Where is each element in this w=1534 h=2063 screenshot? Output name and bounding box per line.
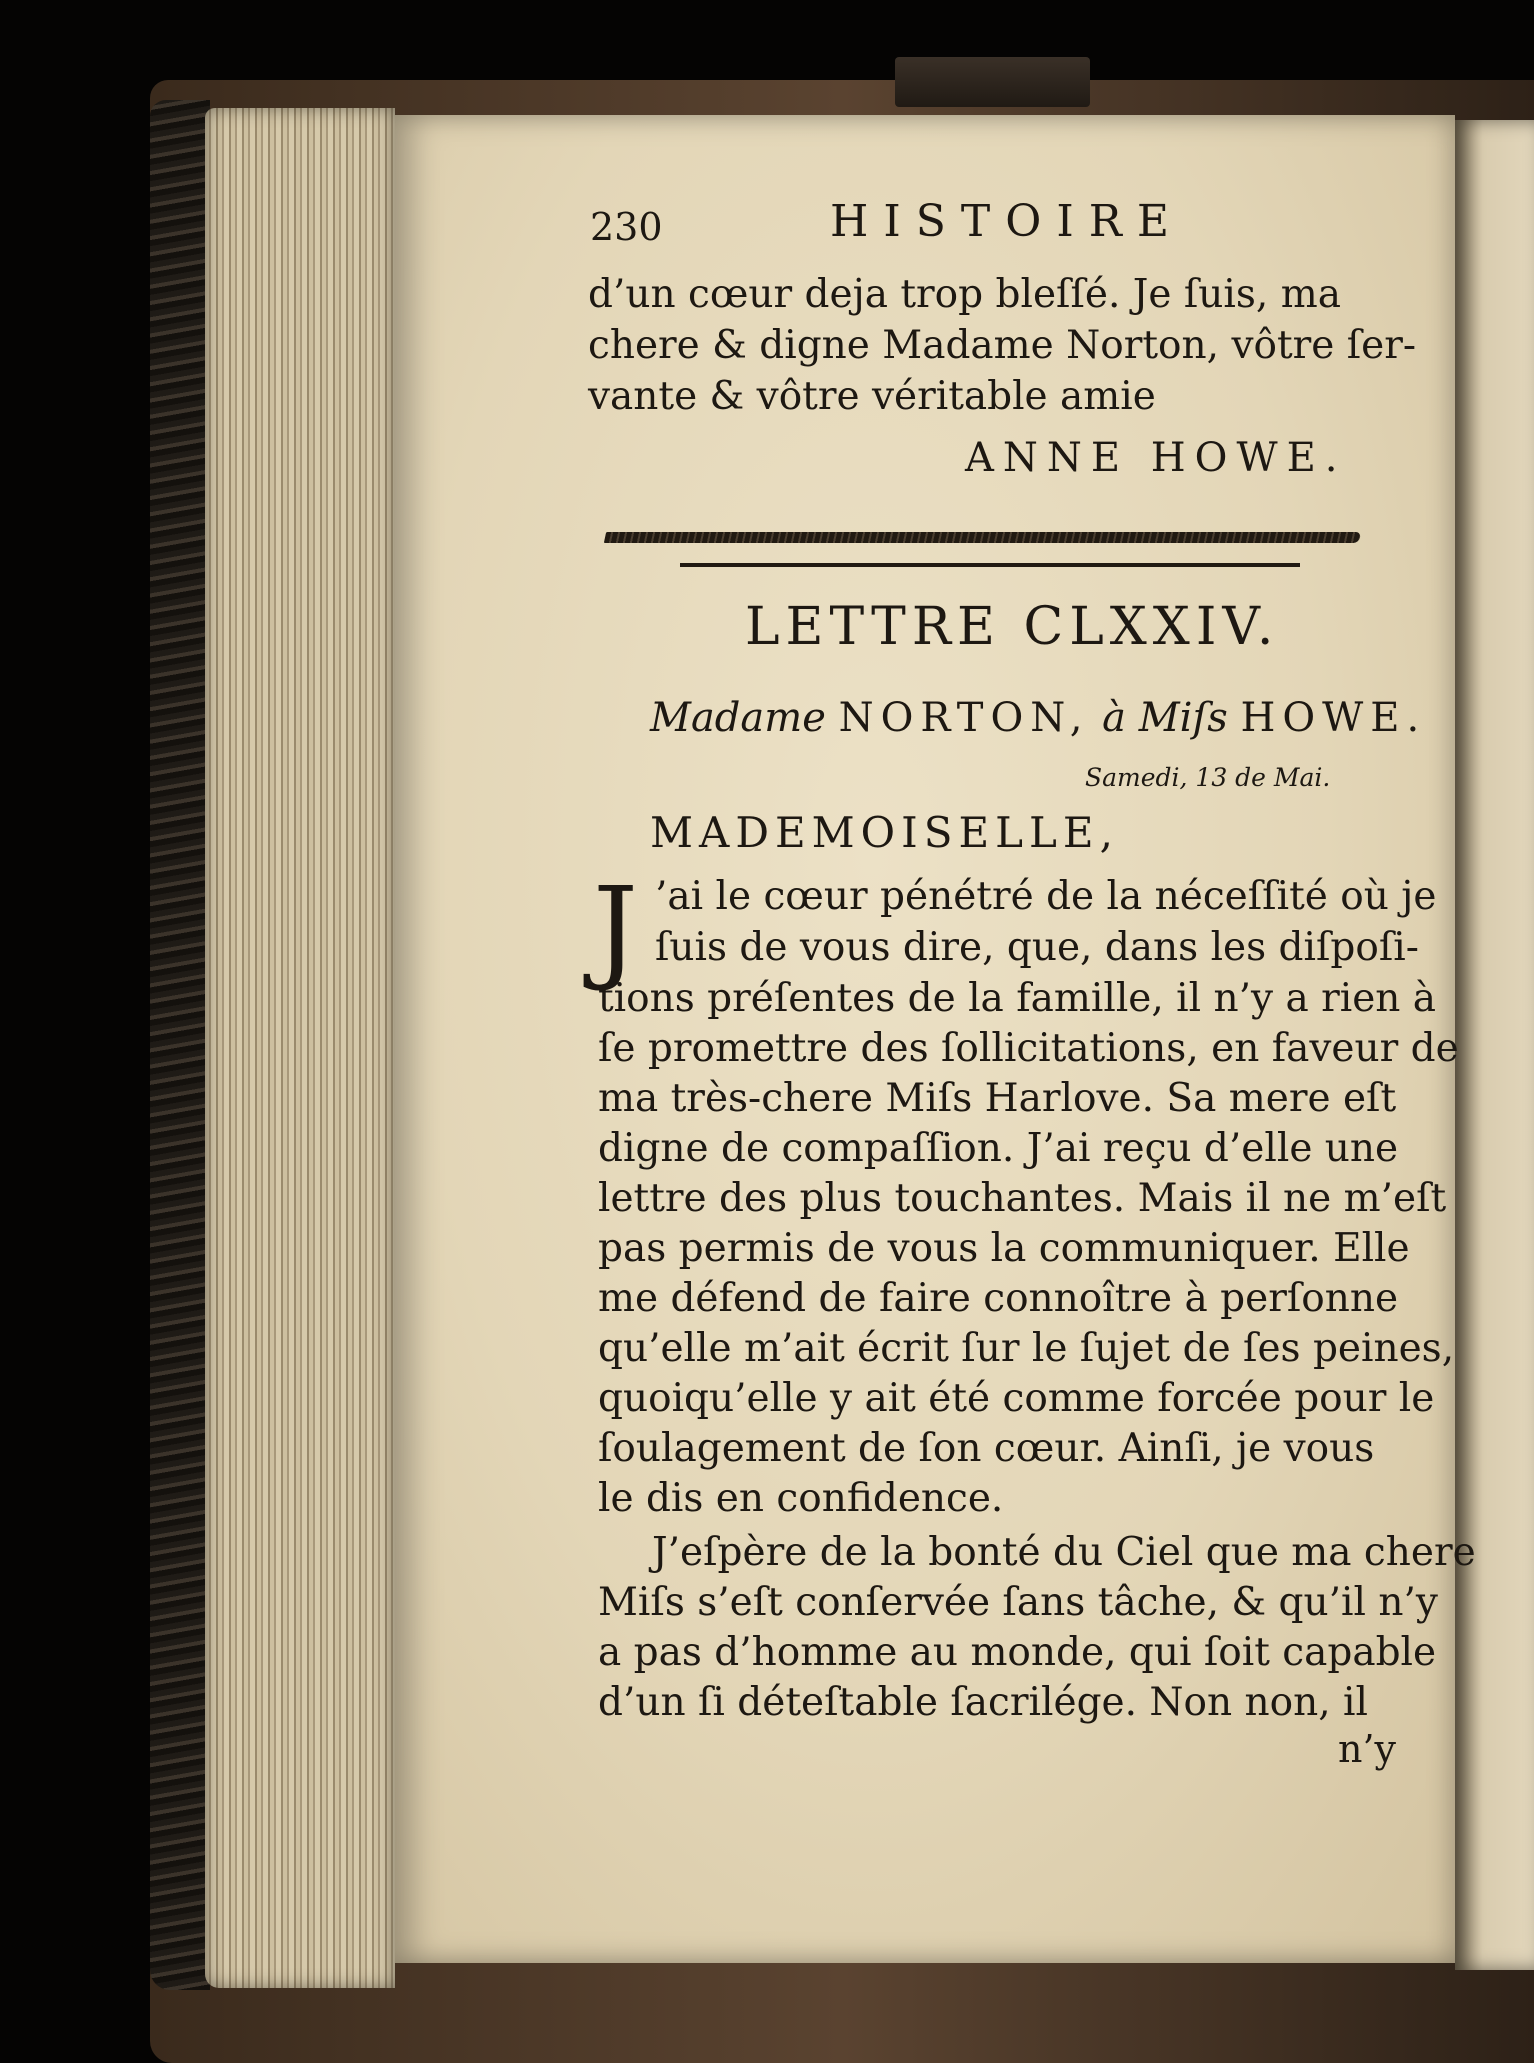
body-line-8: pas permis de vous la communiquer. Elle <box>598 1226 1410 1271</box>
body-line-10: qu’elle m’ait écrit ſur le ſujet de ſes peines, <box>598 1326 1455 1371</box>
salutation-recipient: HOWE. <box>1240 695 1427 741</box>
signature: ANNE HOWE. <box>965 435 1347 481</box>
body-line-6: digne de compaſſion. J’ai reçu d’elle une <box>598 1126 1399 1171</box>
body-line-15: Miſs s’eſt conſervée ſans tâche, & qu’il n’y <box>598 1580 1438 1625</box>
page-number: 230 <box>590 205 663 249</box>
body-line-4: ſe promettre des ſollicitations, en faveur de <box>598 1026 1459 1071</box>
drop-cap: J <box>593 864 638 994</box>
body-line-17: d’un ſi déteſtable ſacrilége. Non non, il <box>598 1680 1368 1725</box>
marbled-cover <box>150 100 210 1990</box>
running-title: HISTOIRE <box>830 196 1184 247</box>
body-line-14: J’eſpère de la bonté du Ciel que ma chere <box>652 1530 1476 1575</box>
facing-page-edge <box>1455 120 1534 1970</box>
body-line-1: ’ai le cœur pénétré de la néceſſité où je <box>655 874 1437 919</box>
salutation-mid: à Miſs <box>1089 695 1241 741</box>
letter-date: Samedi, 13 de Mai. <box>1085 763 1331 792</box>
carry-line-1: d’un cœur deja trop bleſſé. Je ſuis, ma <box>588 272 1341 317</box>
body-line-2: ſuis de vous dire, que, dans les diſpoſi- <box>655 925 1419 970</box>
salutation-prefix: Madame <box>650 695 826 741</box>
thin-rule <box>680 563 1300 567</box>
body-line-12: ſoulagement de ſon cœur. Ainſi, je vous <box>598 1426 1375 1471</box>
body-line-5: ma très-chere Miſs Harlove. Sa mere eſt <box>598 1076 1397 1121</box>
spine-clasp <box>895 57 1090 107</box>
body-line-3: tions préſentes de la famille, il n’y a rien à <box>598 976 1437 1021</box>
body-line-13: le dis en confidence. <box>598 1476 1004 1521</box>
letter-opening: MADEMOISELLE, <box>650 808 1119 857</box>
page-edges <box>205 108 395 1988</box>
body-line-7: lettre des plus touchantes. Mais il ne m’eſt <box>598 1176 1447 1221</box>
salutation-name: NORTON, <box>838 695 1090 741</box>
letter-salutation <box>650 695 1426 741</box>
carry-line-2: chere & digne Madame Norton, vôtre ſer- <box>588 323 1417 368</box>
body-line-16: a pas d’homme au monde, qui ſoit capable <box>598 1630 1437 1675</box>
body-line-9: me défend de faire connoître à perſonne <box>598 1276 1399 1321</box>
catchword: n’y <box>1338 1727 1397 1771</box>
ornamental-rule <box>604 532 1361 543</box>
carry-line-3: vante & vôtre véritable amie <box>588 374 1156 419</box>
body-line-11: quoiqu’elle y ait été comme forcée pour le <box>598 1376 1435 1421</box>
letter-title: LETTRE CLXXIV. <box>745 597 1280 657</box>
